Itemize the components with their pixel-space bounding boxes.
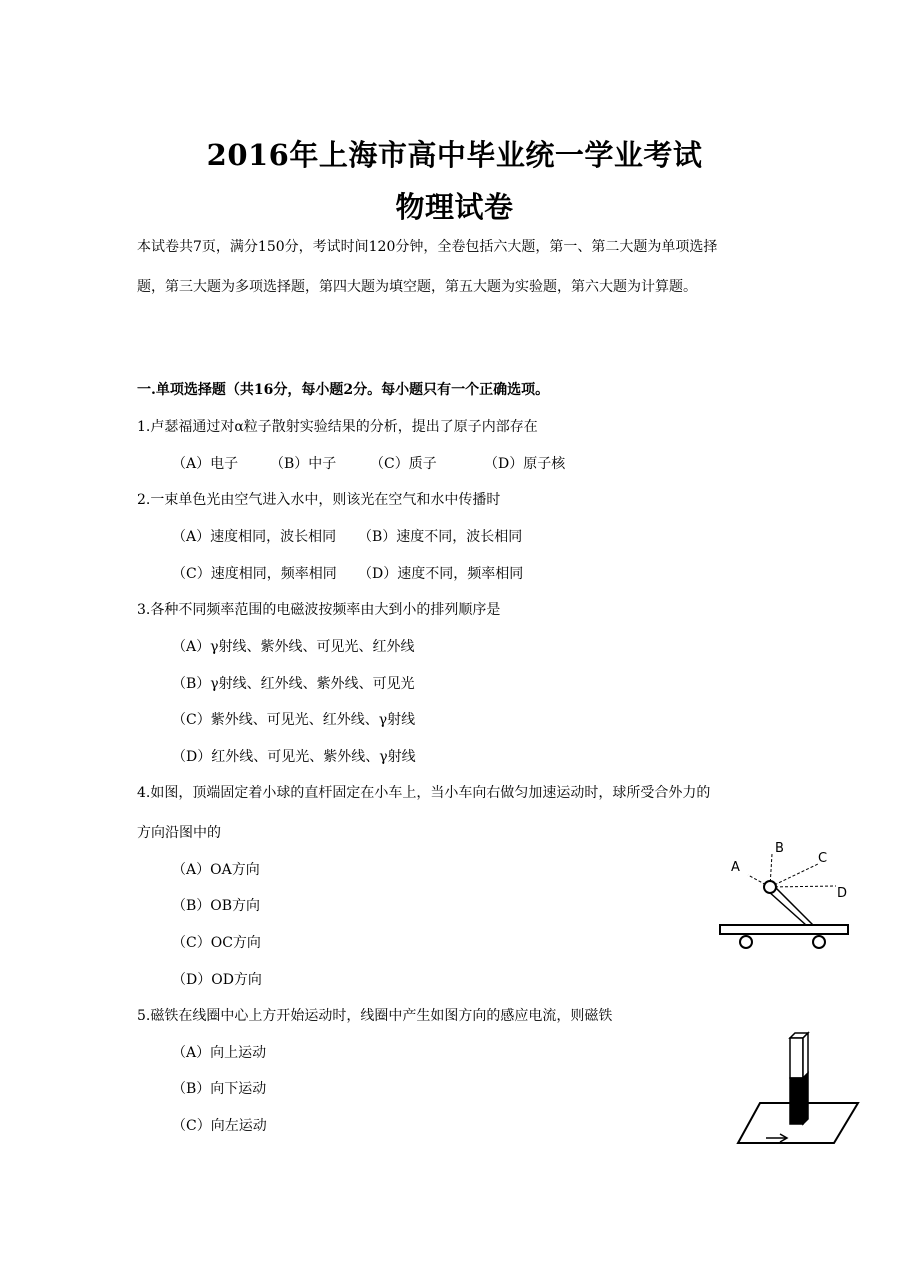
question-1-stem: 1.卢瑟福通过对α粒子散射实验结果的分析，提出了原子内部存在 — [137, 419, 538, 435]
question-4-stem-line-2: 方向沿图中的 — [137, 825, 221, 841]
q3-option-d: （D）红外线、可见光、紫外线、γ射线 — [172, 749, 416, 765]
section-heading: 一.单项选择题（共16分，每小题2分。每小题只有一个正确选项。 — [137, 382, 550, 398]
q2-option-d: （D）速度不同，频率相同 — [358, 566, 524, 582]
question-2-stem: 2.一束单色光由空气进入水中，则该光在空气和水中传播时 — [137, 492, 501, 508]
question-5-stem: 5.磁铁在线圈中心上方开始运动时，线圈中产生如图方向的感应电流，则磁铁 — [137, 1008, 613, 1024]
q1-option-a: （A）电子 — [172, 456, 239, 472]
question-3-stem: 3.各种不同频率范围的电磁波按频率由大到小的排列顺序是 — [137, 602, 501, 618]
exam-subtitle: 物理试卷 — [395, 190, 514, 224]
cart-rod-figure — [700, 830, 870, 960]
q1-option-d: （D）原子核 — [484, 456, 566, 472]
q5-option-b: （B）向下运动 — [172, 1081, 267, 1097]
figure-label-b: B — [775, 841, 784, 856]
q3-option-b: （B）γ射线、红外线、紫外线、可见光 — [172, 676, 415, 692]
q4-option-b: （B）OB方向 — [172, 898, 261, 914]
figure-label-a: A — [731, 860, 740, 875]
q3-option-c: （C）紫外线、可见光、红外线、γ射线 — [172, 712, 416, 728]
q2-option-b: （B）速度不同，波长相同 — [358, 529, 523, 545]
q5-option-a: （A）向上运动 — [172, 1045, 267, 1061]
q2-option-c: （C）速度相同，频率相同 — [172, 566, 337, 582]
intro-line-2: 题，第三大题为多项选择题，第四大题为填空题，第五大题为实验题，第六大题为计算题。 — [137, 279, 697, 295]
q3-option-a: （A）γ射线、紫外线、可见光、红外线 — [172, 639, 415, 655]
q4-option-d: （D）OD方向 — [172, 972, 262, 988]
question-4-stem-line-1: 4.如图，顶端固定着小球的直杆固定在小车上，当小车向右做匀加速运动时，球所受合外力的 — [137, 785, 711, 801]
q2-option-a: （A）速度相同，波长相同 — [172, 529, 337, 545]
intro-line-1: 本试卷共7页，满分150分，考试时间120分钟，全卷包括六大题，第一、第二大题为单项选择 — [137, 239, 718, 255]
figure-label-d: D — [837, 886, 848, 901]
exam-title: 2016年上海市高中毕业统一学业考试 — [206, 138, 703, 172]
q5-option-c: （C）向左运动 — [172, 1118, 267, 1134]
q1-option-c: （C）质子 — [370, 456, 437, 472]
figure-label-c: C — [818, 851, 828, 866]
q4-option-a: （A）OA方向 — [172, 862, 260, 878]
q4-option-c: （C）OC方向 — [172, 935, 261, 951]
q1-option-b: （B）中子 — [270, 456, 337, 472]
magnet-coil-figure — [730, 1030, 865, 1150]
